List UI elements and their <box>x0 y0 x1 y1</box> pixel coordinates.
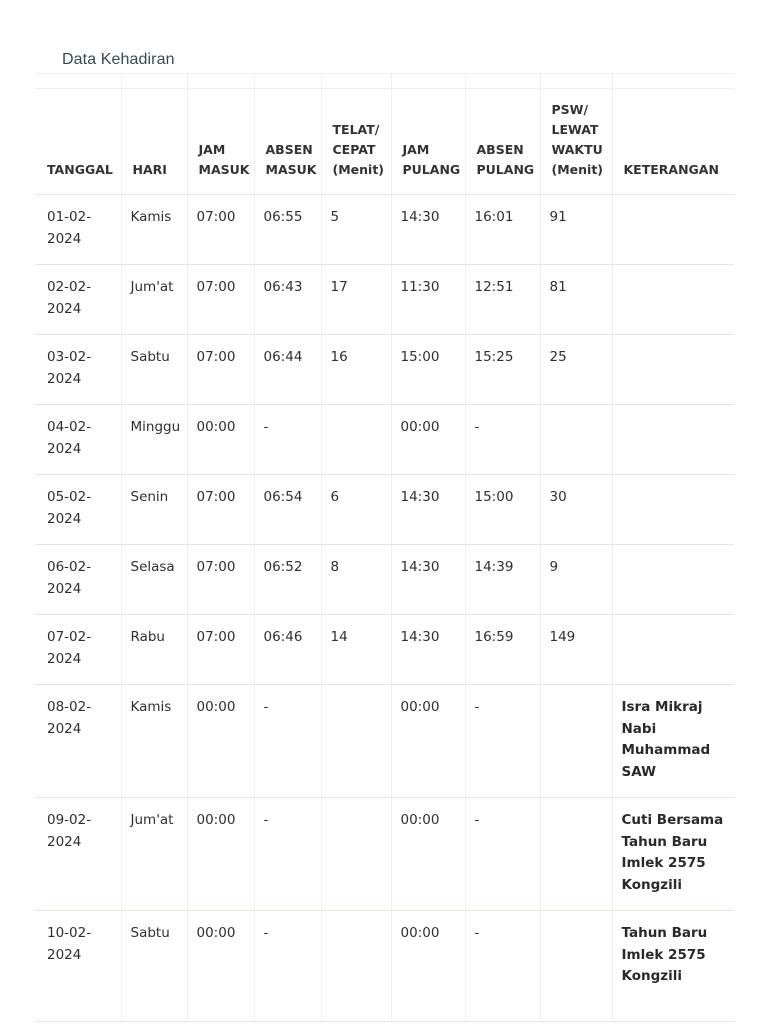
cell-tanggal-line: 01-02- <box>47 209 92 225</box>
cell-telat: 6 <box>321 475 391 545</box>
cell-keterangan-line: Nabi <box>621 720 657 737</box>
cell-absen-masuk: - <box>254 685 321 798</box>
cell-absen-pulang: - <box>465 911 540 1022</box>
cell-jam-pulang: 15:00 <box>391 335 465 405</box>
cell-keterangan <box>612 405 734 475</box>
cell-jam-masuk: 07:00 <box>187 615 254 685</box>
cell-keterangan-line: Kongzili <box>621 876 683 893</box>
cell-jam-pulang: 14:30 <box>391 475 465 545</box>
cell-psw: 25 <box>540 335 612 405</box>
cell-tanggal <box>35 685 121 798</box>
cell-keterangan-line: Isra Mikraj <box>621 699 703 715</box>
cell-keterangan <box>612 685 734 798</box>
cell-telat <box>321 798 391 911</box>
cell-psw: 30 <box>540 475 612 545</box>
cell-hari: Sabtu <box>121 911 187 1022</box>
cell-tanggal-line: 07-02- <box>47 629 92 645</box>
header-line: (Menit) <box>551 162 604 177</box>
cell-keterangan-line: Tahun Baru <box>621 833 708 850</box>
table-row <box>35 798 734 911</box>
cell-absen-pulang: 15:25 <box>465 335 540 405</box>
header-line: PULANG <box>476 162 535 177</box>
table-row <box>35 475 734 545</box>
cell-hari: Jum'at <box>121 798 187 911</box>
table-row <box>35 405 734 475</box>
cell-telat: 8 <box>321 545 391 615</box>
cell-keterangan <box>612 798 734 911</box>
cell-jam-pulang: 14:30 <box>391 545 465 615</box>
cell-jam-masuk: 07:00 <box>187 545 254 615</box>
attendance-table <box>35 73 734 1022</box>
cell-hari: Sabtu <box>121 335 187 405</box>
cell-tanggal <box>35 335 121 405</box>
table-row <box>35 195 734 265</box>
cell-tanggal-line: 2024 <box>47 440 82 457</box>
cell-absen-pulang: - <box>465 798 540 911</box>
cell-jam-pulang: 00:00 <box>391 405 465 475</box>
cell-tanggal <box>35 405 121 475</box>
cell-jam-pulang: 14:30 <box>391 615 465 685</box>
table-row <box>35 685 734 798</box>
table-row <box>35 911 734 1022</box>
attendance-table-container <box>35 73 734 1022</box>
cell-hari: Selasa <box>121 545 187 615</box>
cell-absen-pulang: 14:39 <box>465 545 540 615</box>
header-line: PSW/ <box>551 102 589 117</box>
cell-tanggal-line: 2024 <box>47 946 82 963</box>
table-body <box>35 195 734 1022</box>
cell-hari: Minggu <box>121 405 187 475</box>
header-tanggal <box>35 89 121 195</box>
header-line: ABSEN <box>265 142 313 157</box>
cell-hari: Rabu <box>121 615 187 685</box>
cell-absen-masuk: - <box>254 405 321 475</box>
header-line: MASUK <box>198 162 250 177</box>
cell-jam-pulang: 00:00 <box>391 685 465 798</box>
cell-tanggal-line: 2024 <box>47 300 82 317</box>
cell-keterangan-line: Imlek 2575 <box>621 855 706 871</box>
cell-absen-masuk: - <box>254 911 321 1022</box>
cell-keterangan-line: Tahun Baru <box>621 925 708 941</box>
cell-tanggal <box>35 798 121 911</box>
cell-keterangan-line: Imlek 2575 <box>621 946 706 963</box>
cell-tanggal-line: 2024 <box>47 650 82 667</box>
cell-tanggal-line: 06-02- <box>47 559 92 575</box>
header-line: JAM <box>402 142 430 157</box>
header-line: KETERANGAN <box>623 162 719 177</box>
header-row <box>35 89 734 195</box>
cell-psw <box>540 911 612 1022</box>
cell-tanggal-line: 09-02- <box>47 812 92 828</box>
cell-tanggal-line: 2024 <box>47 720 82 737</box>
header-line: MASUK <box>265 162 317 177</box>
page-title: Data Kehadiran <box>62 51 175 68</box>
header-keterangan <box>612 89 734 195</box>
header-spacer-row <box>35 74 734 89</box>
cell-keterangan-line: Muhammad <box>621 742 711 758</box>
cell-hari: Kamis <box>121 685 187 798</box>
cell-tanggal-line: 05-02- <box>47 489 92 505</box>
cell-jam-pulang: 11:30 <box>391 265 465 335</box>
cell-tanggal-line: 2024 <box>47 510 82 527</box>
cell-keterangan <box>612 911 734 1022</box>
cell-tanggal-line: 2024 <box>47 833 82 850</box>
cell-jam-pulang: 00:00 <box>391 798 465 911</box>
header-line: HARI <box>132 162 167 177</box>
cell-psw: 149 <box>540 615 612 685</box>
header-line: CEPAT <box>332 142 376 157</box>
cell-psw: 9 <box>540 545 612 615</box>
cell-keterangan-line: Cuti Bersama <box>621 812 724 828</box>
cell-tanggal-line: 2024 <box>47 370 82 387</box>
header-jam-masuk <box>187 89 254 195</box>
cell-absen-pulang: - <box>465 405 540 475</box>
cell-tanggal-line: 2024 <box>47 230 82 247</box>
cell-jam-masuk: 00:00 <box>187 685 254 798</box>
cell-hari: Senin <box>121 475 187 545</box>
cell-tanggal-line: 02-02- <box>47 279 92 295</box>
header-line: ABSEN <box>476 142 524 157</box>
header-hari <box>121 89 187 195</box>
cell-absen-pulang: 12:51 <box>465 265 540 335</box>
cell-psw: 81 <box>540 265 612 335</box>
cell-keterangan <box>612 475 734 545</box>
cell-jam-pulang: 14:30 <box>391 195 465 265</box>
cell-hari: Jum'at <box>121 265 187 335</box>
cell-absen-pulang: - <box>465 685 540 798</box>
cell-hari: Kamis <box>121 195 187 265</box>
header-line: PULANG <box>402 162 461 177</box>
cell-jam-masuk: 00:00 <box>187 911 254 1022</box>
cell-psw <box>540 798 612 911</box>
cell-jam-masuk: 07:00 <box>187 265 254 335</box>
cell-absen-masuk: 06:52 <box>254 545 321 615</box>
cell-tanggal-line: 03-02- <box>47 349 92 365</box>
cell-telat <box>321 911 391 1022</box>
cell-jam-masuk: 07:00 <box>187 195 254 265</box>
cell-keterangan <box>612 335 734 405</box>
cell-psw <box>540 405 612 475</box>
cell-telat: 14 <box>321 615 391 685</box>
cell-psw: 91 <box>540 195 612 265</box>
header-absen-masuk <box>254 89 321 195</box>
cell-jam-pulang: 00:00 <box>391 911 465 1022</box>
cell-keterangan <box>612 615 734 685</box>
cell-jam-masuk: 00:00 <box>187 405 254 475</box>
table-row <box>35 335 734 405</box>
cell-keterangan-line: SAW <box>621 763 656 780</box>
cell-tanggal <box>35 265 121 335</box>
cell-telat <box>321 685 391 798</box>
cell-keterangan <box>612 195 734 265</box>
header-line: LEWAT <box>551 122 599 137</box>
cell-jam-masuk: 00:00 <box>187 798 254 911</box>
header-line: JAM <box>198 142 226 157</box>
header-absen-pulang <box>465 89 540 195</box>
cell-tanggal <box>35 475 121 545</box>
table-header <box>35 74 734 195</box>
cell-absen-masuk: 06:55 <box>254 195 321 265</box>
cell-telat: 5 <box>321 195 391 265</box>
header-line: WAKTU <box>551 142 603 157</box>
header-psw-lewat-waktu <box>540 89 612 195</box>
table-row <box>35 545 734 615</box>
cell-absen-pulang: 16:59 <box>465 615 540 685</box>
cell-keterangan <box>612 265 734 335</box>
cell-tanggal-line: 08-02- <box>47 699 92 715</box>
cell-absen-masuk: 06:46 <box>254 615 321 685</box>
cell-tanggal <box>35 545 121 615</box>
cell-telat: 17 <box>321 265 391 335</box>
cell-absen-pulang: 16:01 <box>465 195 540 265</box>
cell-absen-masuk: - <box>254 798 321 911</box>
cell-jam-masuk: 07:00 <box>187 475 254 545</box>
cell-tanggal-line: 04-02- <box>47 419 92 435</box>
header-telat-cepat <box>321 89 391 195</box>
cell-keterangan-line: Kongzili <box>621 968 683 984</box>
cell-telat: 16 <box>321 335 391 405</box>
cell-tanggal <box>35 615 121 685</box>
cell-absen-pulang: 15:00 <box>465 475 540 545</box>
cell-telat <box>321 405 391 475</box>
header-line: (Menit) <box>332 162 385 177</box>
cell-jam-masuk: 07:00 <box>187 335 254 405</box>
table-row <box>35 265 734 335</box>
header-line: TANGGAL <box>47 162 113 177</box>
cell-tanggal <box>35 195 121 265</box>
cell-absen-masuk: 06:43 <box>254 265 321 335</box>
cell-tanggal <box>35 911 121 1022</box>
cell-tanggal-line: 2024 <box>47 580 82 597</box>
cell-tanggal-line: 10-02- <box>47 925 92 941</box>
cell-keterangan <box>612 545 734 615</box>
cell-absen-masuk: 06:54 <box>254 475 321 545</box>
cell-absen-masuk: 06:44 <box>254 335 321 405</box>
header-line: TELAT/ <box>332 122 380 137</box>
header-jam-pulang <box>391 89 465 195</box>
table-row <box>35 615 734 685</box>
cell-psw <box>540 685 612 798</box>
